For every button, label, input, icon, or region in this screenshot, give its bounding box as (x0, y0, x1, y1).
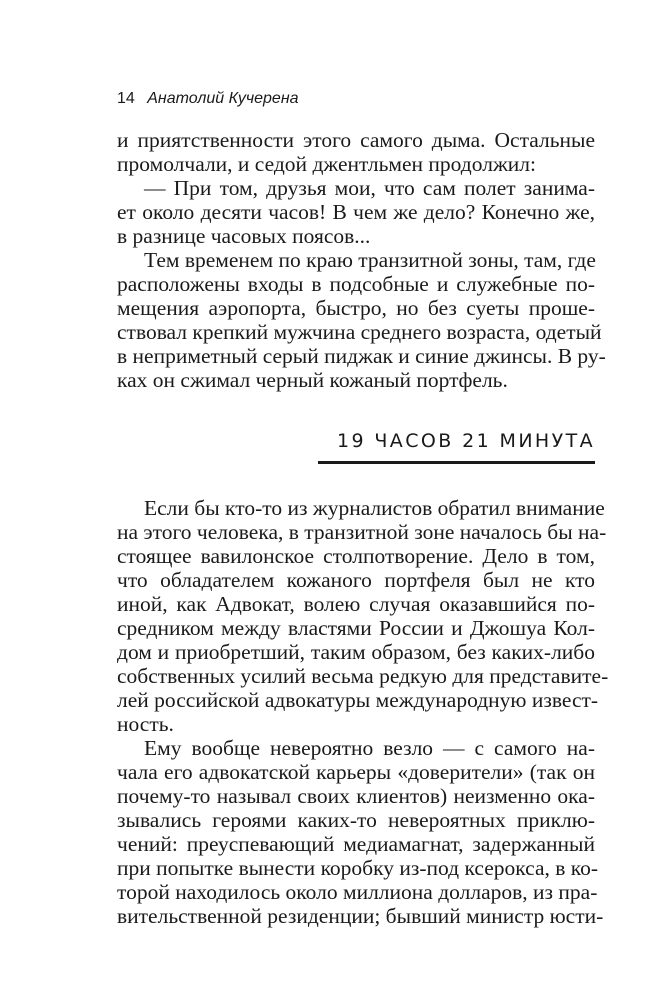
chapter-title-rule (318, 461, 595, 464)
text-line: средником между властями России и Джошуа Кол- (117, 616, 595, 640)
text-line: мещения аэропорта, быстро, но без суеты проше- (117, 296, 595, 320)
text-line: в разнице часовых поясов... (117, 224, 371, 248)
text-line: что обладателем кожаного портфеля был не кто (117, 568, 595, 592)
text-line: и приятственности этого самого дыма. Остальные (117, 128, 595, 152)
text-line: чала его адвокатской карьеры «доверители» (так он (117, 760, 595, 784)
text-line: почему-то называл своих клиентов) неизменно ока- (117, 784, 595, 808)
text-line: лей российской адвокатуры международную извест- (117, 688, 599, 712)
text-line: ствовал крепкий мужчина среднего возраста, одетый (117, 320, 602, 344)
text-line: чений: преуспевающий медиамагнат, задержанный (117, 832, 595, 856)
text-line: на этого человека, в транзитной зоне началось бы на- (117, 520, 607, 544)
chapter-title: 19 ЧАСОВ 21 МИНУТА (336, 430, 595, 452)
text-line: расположены входы в подсобные и служебные по- (117, 272, 595, 296)
text-line: Если бы кто-то из журналистов обратил внимание (144, 496, 605, 520)
text-line: ность. (117, 712, 174, 736)
text-line: ках он сжимал черный кожаный портфель. (117, 368, 508, 392)
text-line: вительственной резиденции; бывший министр юсти- (117, 904, 604, 928)
text-line: Ему вообще невероятно везло — с самого на- (144, 736, 595, 760)
text-line: ет около десяти часов! В чем же дело? Конечно же, (117, 200, 595, 224)
text-line: дом и приобретший, таким образом, без каких-либо (117, 640, 595, 664)
text-line: Тем временем по краю транзитной зоны, там, где (144, 248, 596, 272)
page-number: 14 (117, 90, 135, 107)
text-line: промолчали, и седой джентльмен продолжил: (117, 152, 537, 176)
text-line: торой находилось около миллиона долларов, из пра- (117, 880, 598, 904)
text-line: при попытке вынести коробку из-под ксерокса, в ко- (117, 856, 599, 880)
text-line: иной, как Адвокат, волею случая оказавшийся по- (117, 592, 595, 616)
text-line: стоящее вавилонское столпотворение. Дело в том, (117, 544, 595, 568)
running-header (117, 90, 299, 108)
text-line: — При том, друзья мои, что сам полет занима- (144, 176, 595, 200)
running-header-author: Анатолий Кучерена (147, 90, 299, 107)
text-line: зывались героями каких-то невероятных приклю- (117, 808, 595, 832)
text-line: собственных усилий весьма редкую для представите- (117, 664, 609, 688)
text-line: в неприметный серый пиджак и синие джинсы. В ру- (117, 344, 606, 368)
